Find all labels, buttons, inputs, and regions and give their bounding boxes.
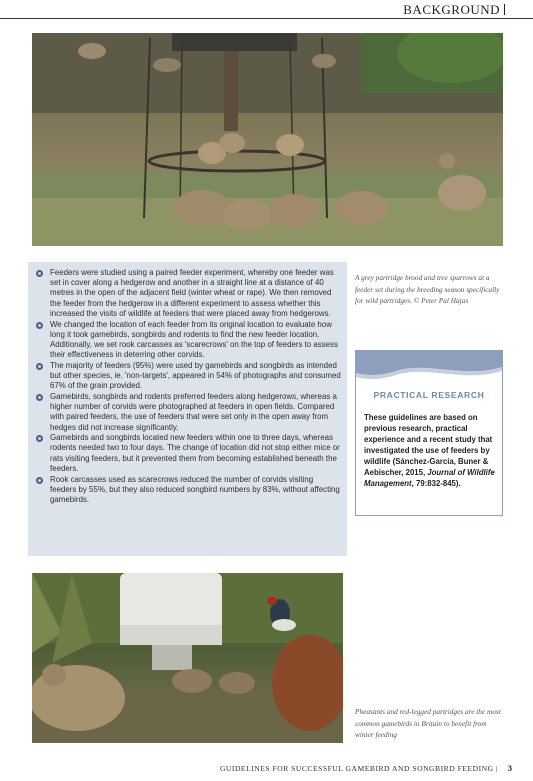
bullet-icon <box>36 363 43 370</box>
list-item-text: Gamebirds, songbirds and rodents preferred feeders along hedgerows, whereas a higher number of corvids were photographed at feeders in open fields. Compared with paired feeders, the use of feeders that were set only in the open away from hedges did not increase significantly. <box>50 391 337 432</box>
section-label <box>397 2 505 18</box>
list-item <box>34 392 341 433</box>
research-text-citation: , 79:832-845). <box>411 479 461 488</box>
list-item-text: Feeders were studied using a paired feeder experiment, whereby one feeder was set in cover along a hedgerow and another in a straight line at a distance of 40 metres in the open of the adjacent field (winter wheat or rape). We then removed the feeder from the hedgerow in a different experiment to assess whether this increased the visits of wildlife at feeders that were placed away from hedgerows. <box>50 268 334 318</box>
wave-decoration-icon <box>356 351 502 381</box>
bullet-icon <box>36 477 43 484</box>
bullet-icon <box>36 435 43 442</box>
list-item <box>34 361 341 392</box>
header-divider <box>504 4 505 15</box>
section-label-text: BACKGROUND <box>403 2 500 17</box>
findings-list <box>34 268 341 505</box>
bullet-icon <box>36 322 43 329</box>
journal-name: Journal of Wildlife Management <box>364 468 495 488</box>
practical-research-box <box>355 350 503 516</box>
page-number: 3 <box>507 763 512 773</box>
research-title: PRACTICAL RESEARCH <box>373 390 485 400</box>
list-item-text: Rook carcasses used as scarecrows reduced the number of corvids visiting feeders by 55%, but they also reduced songbird numbers by 83%, without affecting gamebirds. <box>50 474 340 504</box>
findings-panel <box>28 262 347 556</box>
pheasant-feeder-photo <box>32 573 343 743</box>
pheasant-feeder-illustration <box>32 573 343 743</box>
header-rule <box>0 18 533 19</box>
partridge-feeder-illustration <box>32 33 503 246</box>
list-item-text: The majority of feeders (95%) were used by gamebirds and songbirds as intended but other species, ie. 'non-targets', appeared in 54% of photographs and consumed 67% of the grain provided. <box>50 360 341 391</box>
bullet-icon <box>36 270 43 277</box>
list-item <box>34 433 341 474</box>
page-footer <box>0 762 533 778</box>
footer-title-text: GUIDELINES FOR SUCCESSFUL GAMEBIRD AND SONGBIRD FEEDING <box>219 764 494 773</box>
list-item <box>34 320 341 361</box>
top-photo-caption: A grey partridge brood and tree sparrows at a feeder set during the breeding season specifically for wild partridges. © Peter Pal Hajas <box>355 273 500 305</box>
footer-title: GUIDELINES FOR SUCCESSFUL GAMEBIRD AND SONGBIRD FEEDING | <box>219 764 498 773</box>
list-item-text: We changed the location of each feeder from its original location to evaluate how long it took gamebirds, songbirds and rodents to find the new feeder location. Additionally, we set rook carcasses as 'scarecrows' on the top of feeders to assess their effectiveness in deterring other corvids. <box>50 319 338 360</box>
research-text-intro: These guidelines are based on previous research, practical experience and a recent study that investigated the use of feeders by wildlife (Sánchez-García, Buner & Aebischer, 2015, <box>364 413 493 477</box>
list-item-text: Gamebirds and songbirds located new feeders within one to three days, whereas rodents needed two to four days. The change of location did not stop either mice or rats visiting feeders, but it prevented them from becoming established beneath the feeders. <box>50 433 340 473</box>
research-text <box>364 412 496 489</box>
partridge-feeder-photo <box>32 33 503 246</box>
page-header <box>0 0 533 22</box>
bottom-photo-caption: Pheasants and red-legged partridges are the most common gamebirds in Britain to benefit from winter feeding <box>355 707 501 739</box>
list-item <box>34 268 341 319</box>
list-item <box>34 475 341 506</box>
bullet-icon <box>36 394 43 401</box>
